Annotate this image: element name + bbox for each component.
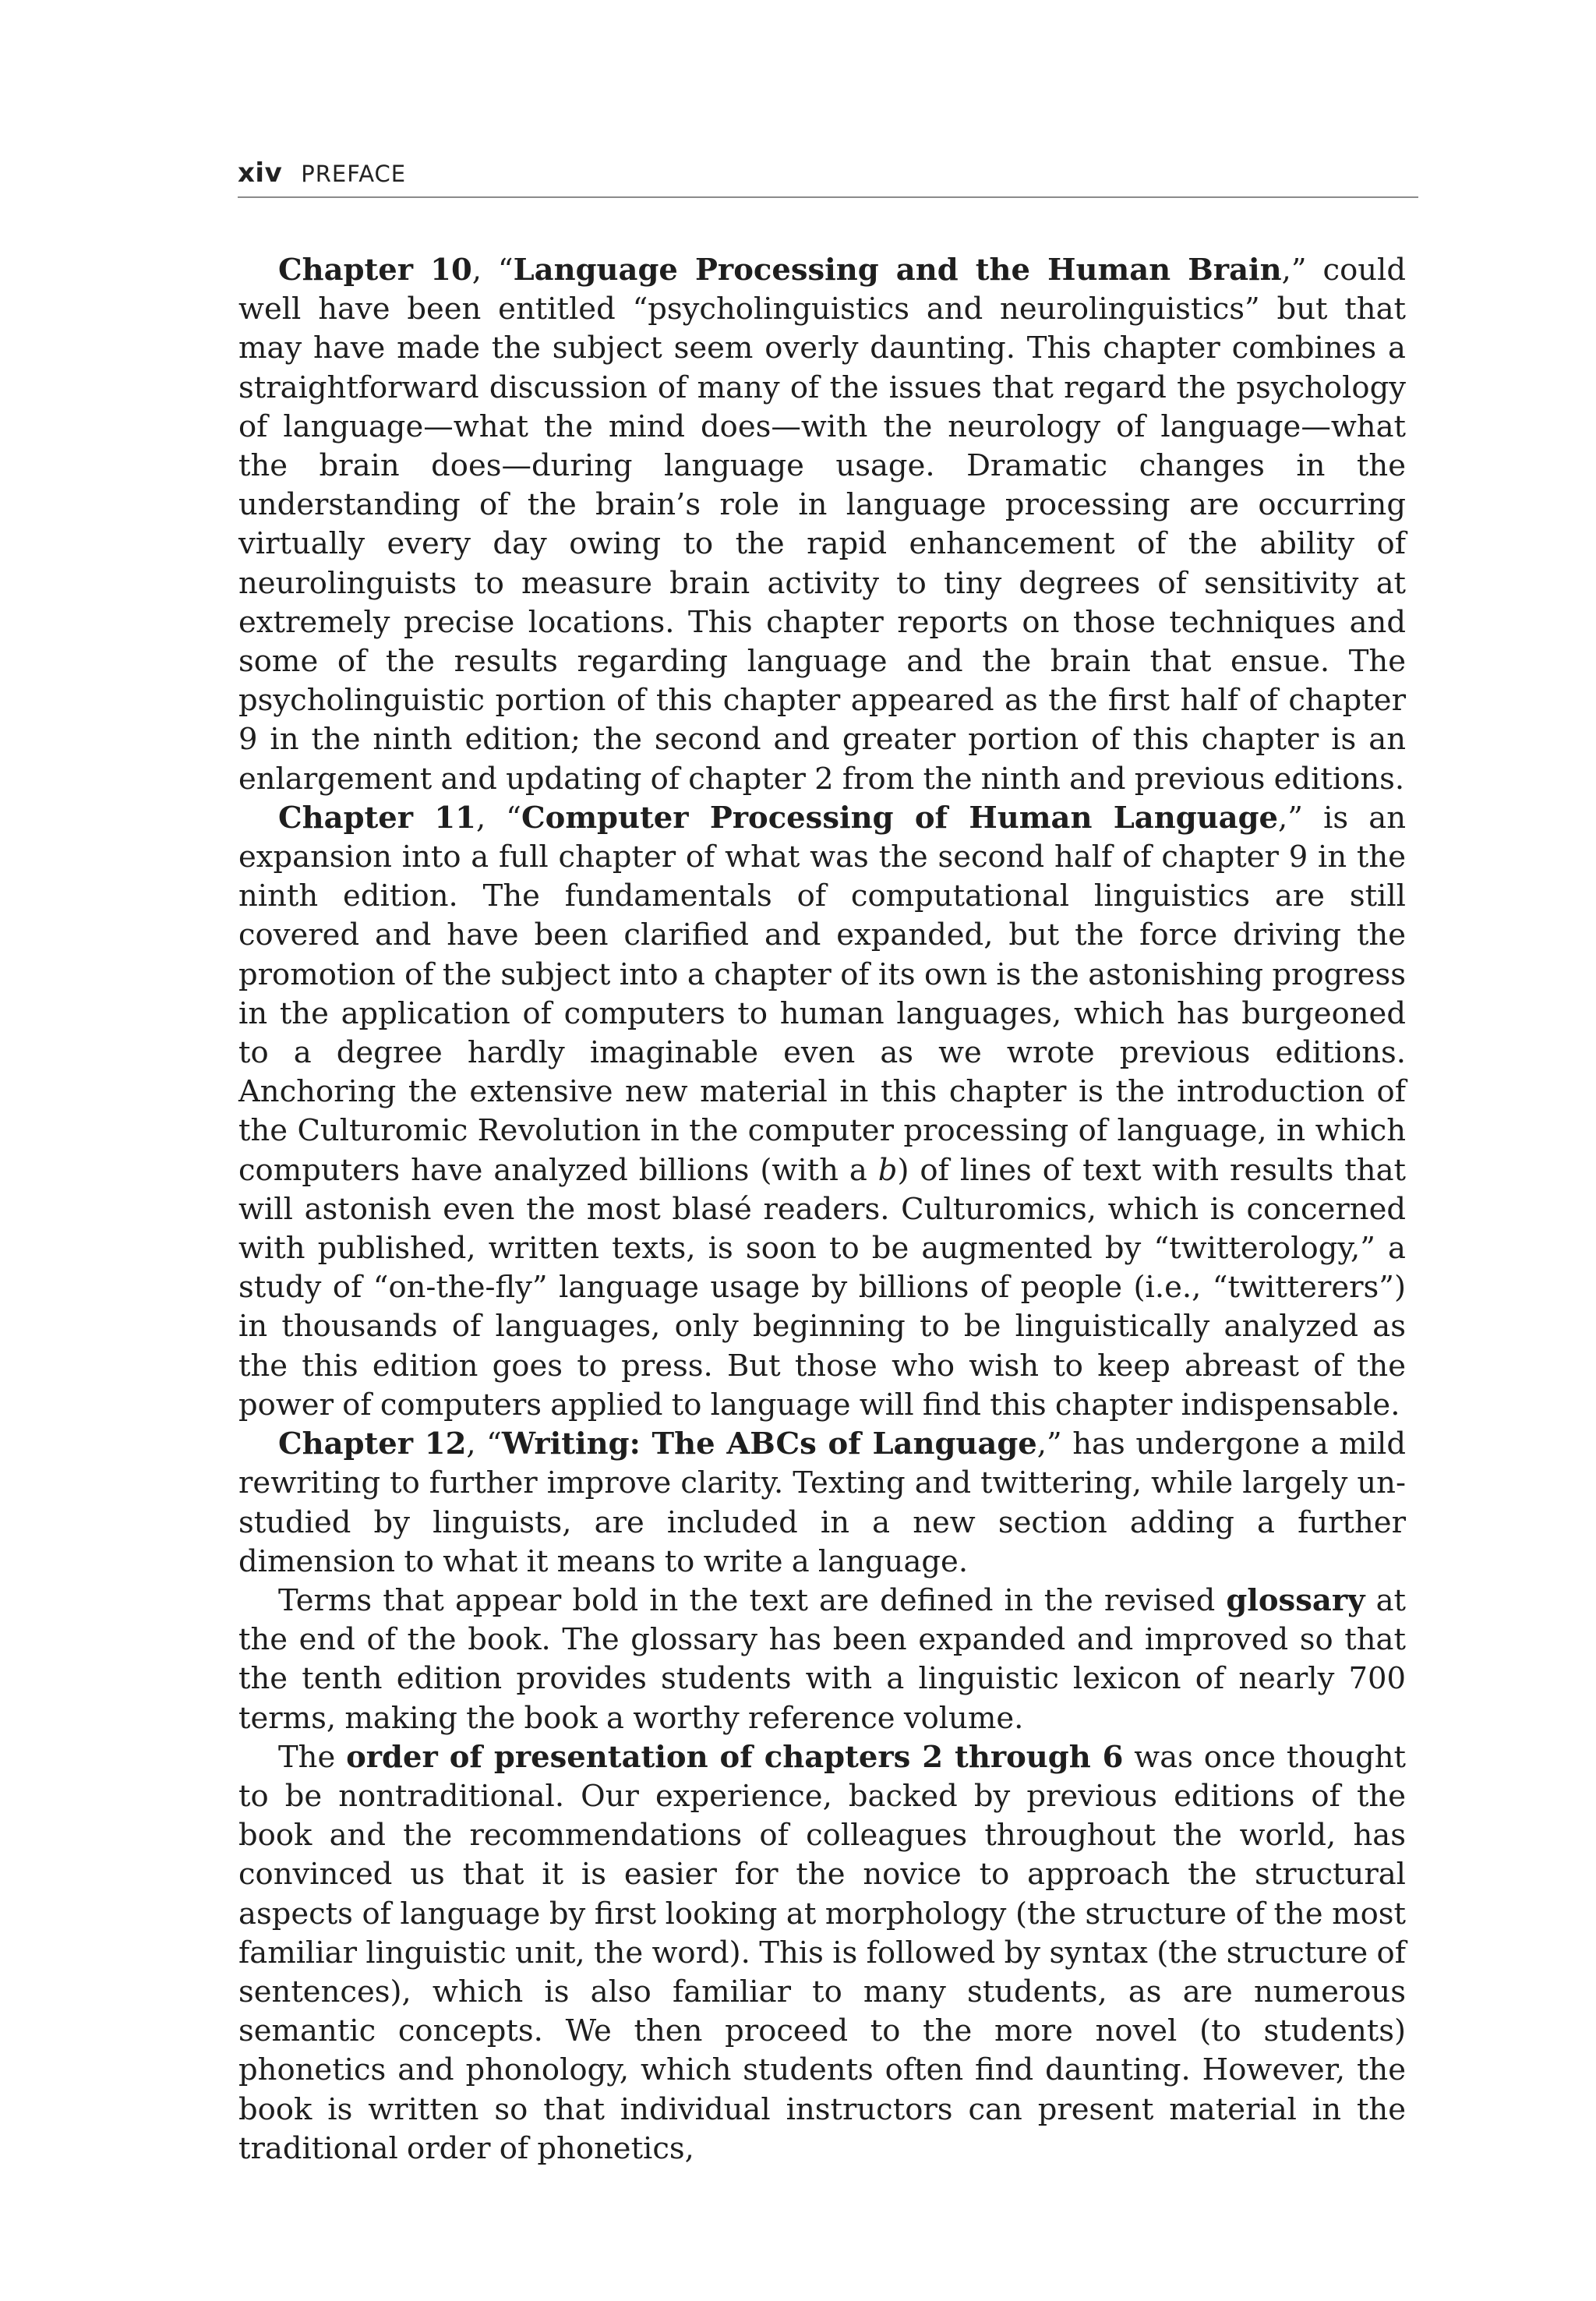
bold-term: order of presentation of chapters 2 through 6 <box>346 1739 1124 1775</box>
header-rule <box>238 196 1418 198</box>
chapter-number: Chapter 10 <box>278 253 472 288</box>
page-number: xiv <box>238 157 283 189</box>
chapter-title: Computer Processing of Human Language <box>521 800 1279 836</box>
italic-letter: b <box>877 1152 898 1188</box>
paragraph-chapter-11: Chapter 11, “Computer Processing of Human Language,” is an expansion into a full chapter of what was the second half of chapter 9 in the ninth edition. The fundamentals of computational linguistics are still covered and have been clarified and expanded, but the force driving the promotion of the subject into a chapter of its own is the astonishing progress in the application of computers to human languages, which has burgeoned to a degree hardly imaginable even as we wrote previous editions. Anchoring the extensive new material in this chapter is the introduction of the Culturomic Revolution in the computer processing of language, in which computers have analyzed billions (with a b) of lines of text with results that will astonish even the most blasé readers. Culturomics, which is concerned with published, written texts, is soon to be augmented by “twitterology,” a study of “on-the-fly” language usage by billions of people (i.e., “twitterers”) in thousands of languages, only beginning to be linguistically analyzed as the this edition goes to press. But those who wish to keep abreast of the power of computers applied to language will find this chapter indispensable. <box>238 800 1407 1423</box>
paragraph-chapter-12: Chapter 12, “Writing: The ABCs of Language,” has undergone a mild rewriting to further improve clarity. Texting and twittering, while largely unstudied by linguists, are included in a new section adding a further dimension to what it means to write a language. <box>238 1426 1406 1579</box>
paragraph-chapter-10: Chapter 10, “Language Processing and the Human Brain,” could well have been entitled “psycholinguistics and neurolinguistics” but that may have made the subject seem overly daunting. This chapter combines a straightforward discussion of many of the issues that regard the psychology of language—what the mind does—with the neurology of language—what the brain does—during language usage. Dramatic changes in the understanding of the brain’s role in language processing are occurring virtually every day owing to the rapid enhancement of the ability of neurolinguists to measure brain activity to tiny degrees of sensitivity at extremely precise locations. This chapter reports on those techniques and some of the results regarding language and the brain that ensue. The psycholinguistic portion of this chapter appeared as the first half of chapter 9 in the ninth edition; the second and greater portion of this chapter is an enlargement and updating of chapter 2 from the ninth and previous editions. <box>238 253 1407 797</box>
chapter-title: Writing: The ABCs of Language <box>501 1426 1037 1462</box>
bold-term: glossary <box>1226 1582 1365 1618</box>
running-head <box>238 157 1418 195</box>
chapter-title: Language Processing and the Human Brain <box>513 253 1282 288</box>
paragraph-glossary: Terms that appear bold in the text are defined in the revised glossary at the end of the book. The glossary has been expanded and improved so that the tenth edition provides students with a linguistic lexicon of nearly 700 terms, making the book a worthy reference volume. <box>238 1582 1406 1736</box>
chapter-number: Chapter 12 <box>278 1426 467 1462</box>
body-text <box>238 251 1406 2168</box>
section-title: PREFACE <box>301 161 407 187</box>
paragraph-order-of-presentation: The order of presentation of chapters 2 through 6 was once thought to be nontraditional. Our experience, backed by previous editions of the book and the recommendations of colleagues throughout the world, has convinced us that it is easier for the novice to approach the structural aspects of language by first looking at morphology (the structure of the most familiar linguistic unit, the word). This is followed by syntax (the structure of sentences), which is also familiar to many students, as are numerous semantic concepts. We then proceed to the more novel (to students) phonetics and phonology, which students often find daunting. However, the book is written so that individual instructors can present material in the traditional order of phonetics, <box>238 1739 1407 2166</box>
chapter-number: Chapter 11 <box>278 800 476 836</box>
